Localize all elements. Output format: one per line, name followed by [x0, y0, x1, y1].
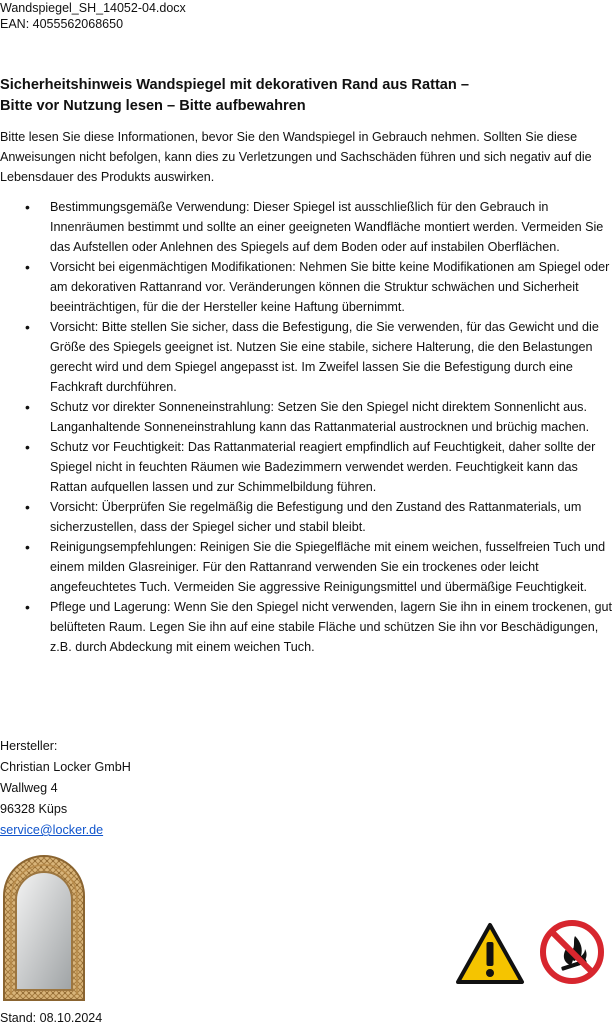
document-title [0, 75, 610, 117]
list-item: • Bestimmungsgemäße Verwendung: Dieser Spiegel ist ausschließlich für den Gebrauch in Innenräumen bestimmt und sollte an einer geeigneten Wandfläche montiert werden. Vermeiden Sie das Aufstellen oder Anlehnen des Spiegels auf dem Boden oder auf instabilen Oberflächen. [0, 197, 615, 257]
manufacturer-company: Christian Locker GmbH [0, 760, 131, 774]
manufacturer-block [0, 736, 131, 841]
no-open-flame-icon [539, 919, 605, 985]
list-item: • Reinigungsempfehlungen: Reinigen Sie die Spiegelfläche mit einem weichen, fusselfreien Tuch und einem milden Glasreiniger. Für den Rattanrand verwenden Sie ein trockenes oder leicht angefeuchtetes Tuch. Vermeiden Sie aggressive Reinigungsmittel und übermäßige Feuchtigkeit. [0, 537, 615, 597]
rattan-mirror-image [2, 852, 86, 1002]
list-item: • Pflege und Lagerung: Wenn Sie den Spiegel nicht verwenden, lagern Sie ihn in einem trockenen, gut belüfteten Raum. Legen Sie ihn auf eine stabile Fläche und schützen Sie ihn vor Beschädigungen, z.B. durch Abdeckung mit einem weichen Tuch. [0, 597, 615, 657]
list-item: • Schutz vor Feuchtigkeit: Das Rattanmaterial reagiert empfindlich auf Feuchtigkeit, daher sollte der Spiegel nicht in feuchten Räumen wie Badezimmern verwendet werden. Feuchtigkeit kann das Rattan aufquellen lassen und zur Schimmelbildung führen. [0, 437, 615, 497]
document-date: Stand: 08.10.2024 [0, 1011, 103, 1025]
list-item: • Schutz vor direkter Sonneneinstrahlung: Setzen Sie den Spiegel nicht direktem Sonnenlicht aus. Langanhaltende Sonneneinstrahlung kann das Rattanmaterial austrocknen und brüchig machen. [0, 397, 615, 437]
manufacturer-label: Hersteller: [0, 739, 58, 753]
list-item: • Vorsicht bei eigenmächtigen Modifikationen: Nehmen Sie bitte keine Modifikationen am Spiegel oder am dekorativen Rattanrand vor. Veränderungen können die Struktur schwächen und Sicherheit beeinträchtigen, für die der Hersteller keine Haftung übernimmt. [0, 257, 615, 317]
manufacturer-email-link[interactable]: service@locker.de [0, 823, 104, 837]
ean-code: EAN: 4055562068650 [0, 17, 124, 31]
document-filename: Wandspiegel_SH_14052-04.docx [0, 1, 186, 15]
title-line-1: Sicherheitshinweis Wandspiegel mit dekorativen Rand aus Rattan – [0, 77, 470, 93]
manufacturer-street: Wallweg 4 [0, 781, 58, 795]
list-item: • Vorsicht: Bitte stellen Sie sicher, dass die Befestigung, die Sie verwenden, für das Gewicht und die Größe des Spiegels geeignet ist. Nutzen Sie eine stabile, sichere Halterung, die den Belastungen gerecht wird und dem Spiegel angepasst ist. Im Zweifel lassen Sie die Befestigung durch eine Fachkraft durchführen. [0, 317, 615, 397]
warning-triangle-icon [455, 922, 525, 986]
intro-paragraph: Bitte lesen Sie diese Informationen, bevor Sie den Wandspiegel in Gebrauch nehmen. Sollten Sie diese Anweisungen nicht befolgen, kann dies zu Verletzungen und Sachschäden führen und sich negativ auf die Lebensdauer des Produkts auswirken. [0, 130, 592, 184]
list-item: • Vorsicht: Überprüfen Sie regelmäßig die Befestigung und den Zustand des Rattanmaterials, um sicherzustellen, dass der Spiegel sicher und stabil bleibt. [0, 497, 615, 537]
title-line-2: Bitte vor Nutzung lesen – Bitte aufbewahren [0, 98, 306, 114]
manufacturer-city: 96328 Küps [0, 802, 68, 816]
safety-instructions-list [0, 197, 615, 657]
